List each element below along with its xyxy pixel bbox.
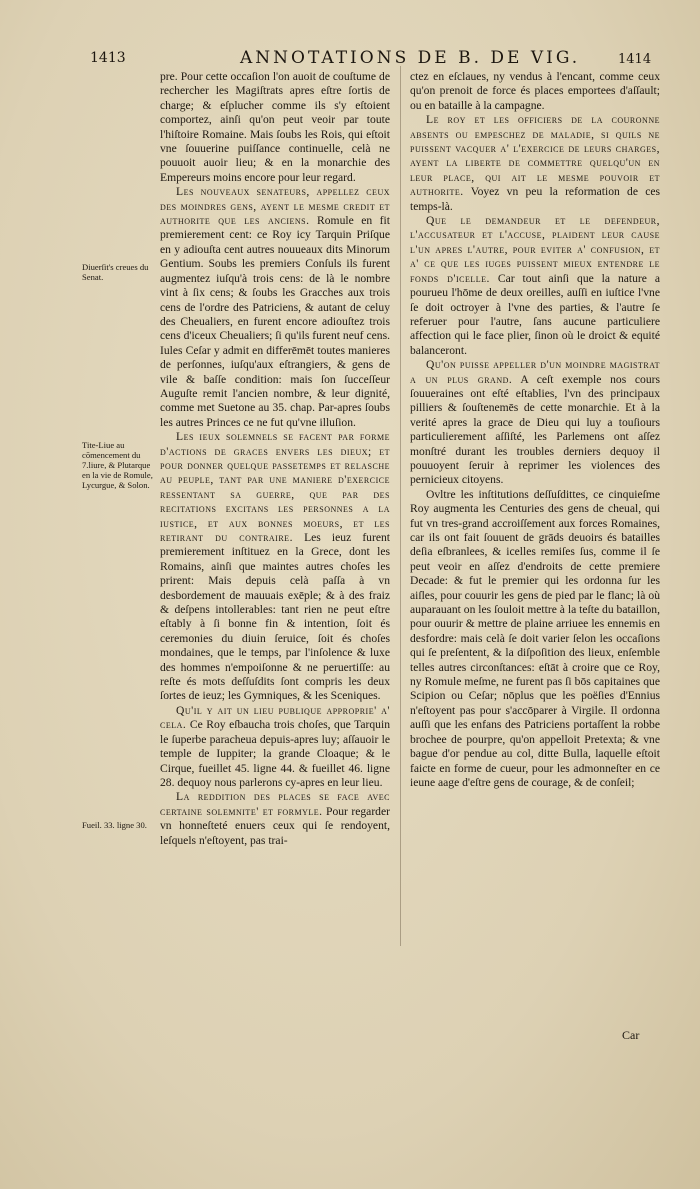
paragraph-text: Romule en fit premierement cent: ce Roy icy Tarquin Priſque en y adiouſta cent autres nouueaux dits Minorum Gentium. Soubs les premiers Conſuls ils furent augmentez iuſqu'à trois cens: de là le nombre vint à ſix cens; & ſoubs les Gracches aux trois cens de l'ordre des Patriciens, & autant de celuy des Cheualiers, en furent encore adiouſtez trois cens d'iceux Cheualiers; ſi qu'ils furent neuf cens. Iules Ceſar y admit en differēmēt toutes manieres de perſonnes, iuſqu'aux eſtrangiers, & gens de vile & baſſe condition: mais ſon ſucceſſeur Auguſte remit l'ancien nombre, & leur dignité, comme met Suetone au 35. chap. Par-apres ſoubs les autres Princes ce ne fut qu'vne illuſion.	[160, 214, 390, 429]
margin-note: Diuerſit's creues du Senat.	[82, 262, 149, 282]
page-number-left: 1413	[90, 50, 126, 66]
paragraph	[410, 214, 660, 358]
paragraph	[160, 430, 390, 704]
margin-note: Tite-Liue au cōmencement du 7.liure, & Plutarque en la vie de Romule, Lycurgue, & Solon.	[82, 440, 153, 490]
catchword: Car	[622, 1028, 640, 1042]
paragraph	[160, 790, 390, 848]
paragraph-text: Pour regarder vn honneſteté enuers ceux qui ſe rendoyent, leſquels n'eſtoyent, pas trai-	[160, 804, 390, 847]
paragraph	[410, 358, 660, 488]
paragraph-lead: Les nouveaux senateurs, appellez ceux des moindres gens, ayent le mesme credit et authorite que les anciens.	[160, 185, 390, 228]
paragraph	[160, 704, 390, 790]
page-number-right: 1414	[618, 52, 652, 67]
right-column	[410, 70, 660, 790]
paragraph-lead: Qu'on puisse appeller d'un moindre magistrat a un plus grand.	[410, 358, 660, 386]
paragraph	[410, 113, 660, 214]
column-divider	[400, 66, 401, 946]
left-column	[160, 70, 390, 848]
paragraph-text: ctez en eſclaues, ny vendus à l'encant, comme ceux qu'on prenoit de force és places emportees d'aſſault; ou en bataille à la campagne.	[410, 70, 660, 112]
paragraph-lead: Le roy et les officiers de la couronne absents ou empeschez de maladie, si quils ne puissent vacquer a' l'exercice de leurs charges, ayent la liberte de commettre quelqu'un en leur place, qui ait le mesme pouvoir et authorite.	[410, 113, 660, 199]
paragraph	[410, 70, 660, 113]
paragraph-text: pre. Pour cette occaſion l'on auoit de couſtume de rechercher les Magiſtrats apres eſtre ſortis de charge; & eſplucher comme ils s'y eſtoient comportez, ainſi qu'on peut veoir par toute l'hiſtoire Romaine. Mais ſoubs les Rois, qui eſtoit vne ſouuerine puiſſance continuelle, celà ne pouuoit auoir lieu; & en la monarchie des Empereurs moins encore pour leur regard.	[160, 70, 390, 184]
paragraph-text: A ceſt exemple nos cours ſouueraines ont eſté eſtablies, l'vn des principaux pilliers & ſouſtenemēs de cette monarchie. Et à la verité apres la grace de Dieu qui luy a touſiours particulierement aſſiſté, les Parlemens ont aſſez monſtré durant les troubles derniers dequoy il pouuoyent ſeruir à reprimer les violences des pernicieux citoyens.	[410, 372, 660, 487]
paragraph-text: Car tout ainſi que la nature a pourueu l'hōme de deux oreilles, auſſi en iuſtice l'vne ſe doit octroyer à l'vne des parties, & l'autre ſe referuer pour l'autre, ſans aucune particuliere affection qui le face plier, ſinon où le droict & equité balanceront.	[410, 271, 660, 357]
paragraph-text: Ce Roy eſbaucha trois choſes, que Tarquin le ſuperbe paracheua depuis-apres luy; aſſauoir le temple de Iuppiter; la grande Cloaque; & le Cirque, fueillet 45. ligne 44. & fueillet 46. ligne 28. dequoy nous parlerons cy-apres en leur lieu.	[160, 718, 390, 789]
paragraph-lead: Que le demandeur et le defendeur, l'accusateur et l'accuse, plaident leur cause l'un apres l'autre, pour eviter a' confusion, et a' ce que les iuges puissent mieux entendre le fonds d'icelle.	[410, 214, 660, 285]
paragraph-text: Les ieuz furent premierement inſtituez en la Grece, dont les Romains, ainſi que maintes autres choſes les prirent: Mais depuis celà paſſa à vn desbordement de mauuais exēple; & à des fraiz & deſpens intollerables: tant rien ne peut eſtre eſtably à ſi bonne fin & intention, ſoit és ceremonies du diuin ſeruice, ſoit és choſes mondaines, que le temps, par l'inſolence & luxe des hommes n'empoiſonne & ne peruertiſſe: au reſte és mots deſſuſdits ſont compris les deux ſortes de ieuz; les Gymniques, & les Sceniques.	[160, 531, 391, 703]
running-title: ANNOTATIONS DE B. DE VIG.	[240, 48, 581, 68]
paragraph-text: Voyez vn peu la reformation de ces temps-là.	[410, 185, 660, 213]
paragraph-lead: Qu'il y ait un lieu publique approprie' a' cela.	[160, 703, 390, 732]
paragraph	[160, 70, 390, 185]
paragraph-lead: La reddition des places se face avec certaine solemnite' et formyle.	[160, 790, 390, 818]
paragraph	[410, 488, 660, 791]
margin-note: Fueil. 33. ligne 30.	[82, 820, 147, 830]
paragraph	[160, 185, 390, 430]
paragraph-text: Ovltre les inſtitutions deſſuſdittes, ce cinquieſme Roy augmenta les Centuries des gens de cheual, qui fut vn tres-grand accroiſſement aux forces Romaines, car ils ont fait ſouuent de grāds deuoirs és batailles deſia eſbranlees, & icelles remiſes ſus, comme il ſe peut veoir en aſſez d'endroits de cette premiere Decade: & fut le premier qui les ordonna ſur les aiſles, pour couurir les gens de pied par le flanc; là où auparauant on les ſouloit mettre à la teſte du bataillon, pour ouurir & mettre de plaine arriuee les ennemis en desfordre: mais celà ſe doit varier ſelon les occaſions qui ſe preſentent, & la diſpoſition des lieux, enſemble telles autres circonſtances: eſtāt à croire que ce Roy, ny Romule meſme, ne furent pas ſi bōs capitaines que Scipion ou Ceſar; nōplus que les poëſies d'Ennius n'eſtoyent pas pour s'accōparer à Virgile. Il ordonna auſſi que les enfans des Patriciens portaſſent la robbe brochee de pourpre, qu'on appelloit Pretexta; & vne bague d'or pendue au col, ditte Bulla, laquelle eſtoit faicte en forme de cueur, pour les admonneſter en ce ieune aage d'eſtre gens de courage, & de conſeil;	[410, 487, 660, 789]
paragraph-lead: Les ieux solemnels se facent par forme d'actions de graces envers les dieux; et pour donner quelque passetemps et relasche au peuple, tant par une maniere d'exercice ressentant sa guerre, que par des recitations excitans les personnes a la iustice, et aux bonnes moeurs, et les retirant du contraire.	[160, 430, 390, 544]
